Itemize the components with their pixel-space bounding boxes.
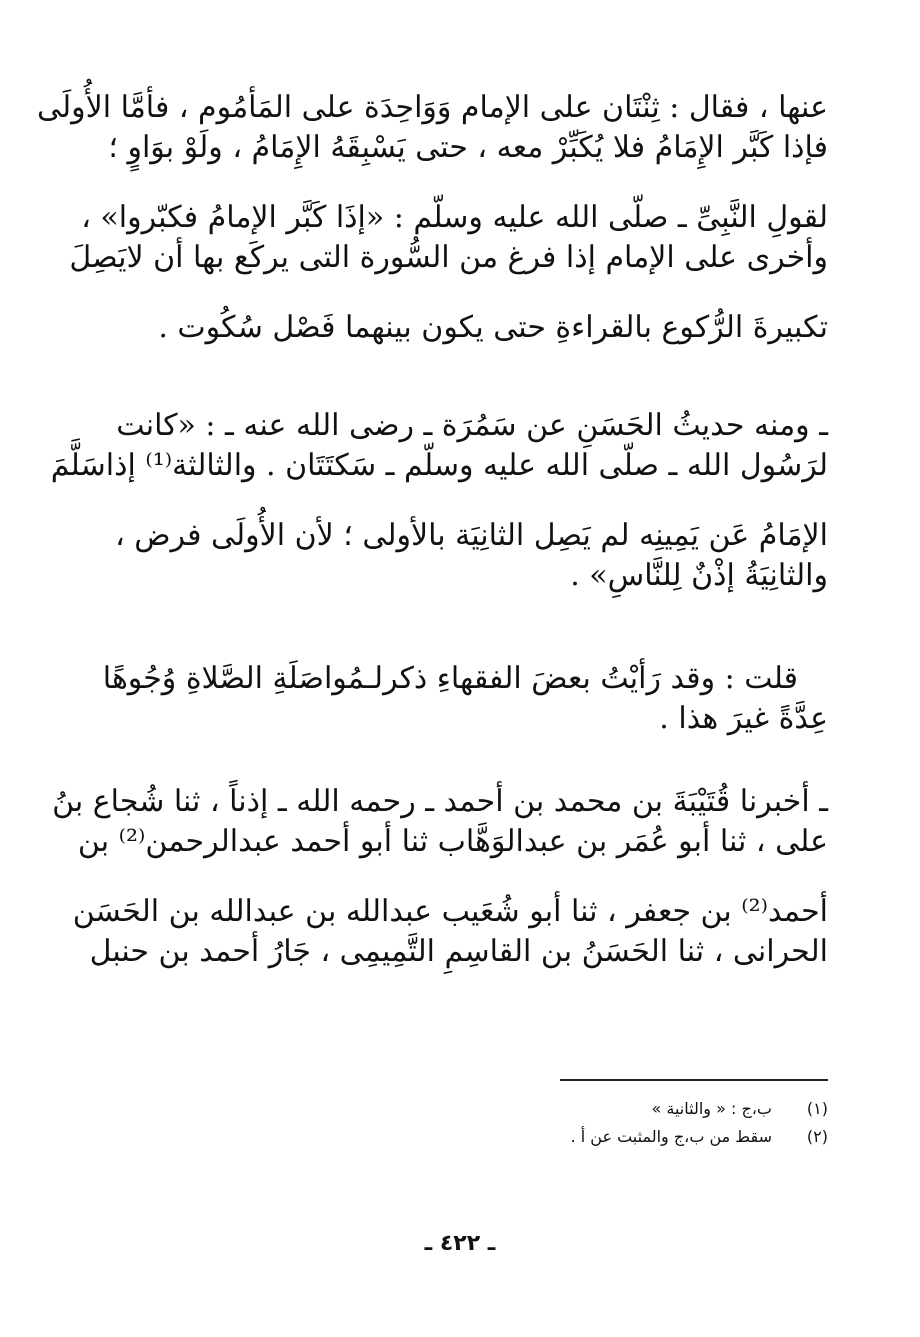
text-line: ـ أخبرنا قُتَيْبَةَ بن محمد بن أحمد ـ رحمه الله ـ إذناً ، ثنا شُجاع بنُ [52,784,828,819]
footnote-1 [83,1095,828,1123]
paragraph-1 [36,88,828,348]
text-line: على ، ثنا أبو عُمَر بن عبدالوَهَّاب ثنا أبو أحمد عبدالرحمن⁽²⁾ بن [77,824,828,859]
text-line: والثانِيَةُ إذْنٌ لِلنَّاسِ» . [570,558,828,593]
text-line: الإمَامُ عَن يَمِينِه لم يَصِل الثانِيَة بالأولى ؛ لأن الأُولَى فرض ، [115,518,828,553]
footnotes [83,1095,828,1151]
text-line: عنها ، فقال : ثِنْتَان على الإمام وَوَاحِدَة على المَأمُوم ، فأمَّا الأُولَى [36,90,828,125]
footnote-number: (٢) [806,1127,828,1146]
page-number: ـ ٤٢٢ ـ [424,1231,496,1256]
text-line: لرَسُول الله ـ صلّى الله عليه وسلّم ـ سَكتَتَان . والثالثة⁽¹⁾ إذاسَلَّمَ [50,448,828,483]
text-line: لقولِ النَّبِىِّ ـ صلّى الله عليه وسلّم : «إذَا كَبَّر الإمامُ فكبّروا» ، [81,200,828,235]
footnote-2 [83,1123,828,1151]
footnote-divider [560,1079,828,1081]
text-line: وأخرى على الإمام إذا فرغ من السُّورة التى يركَع بها أن لايَصِلَ [69,240,828,275]
footnote-number: (١) [806,1099,828,1118]
paragraph-4 [52,782,828,972]
footnote-text: سقط من ب،ج والمثبت عن أ . [570,1127,772,1146]
paragraph-2 [50,406,828,596]
text-line: فإذا كَبَّر الإِمَامُ فلا يُكَبِّرْ معه ، حتى يَسْبِقَهُ الإِمَامُ ، ولَوْ بوَاوٍ ؛ [108,130,828,165]
text-line: أحمد⁽²⁾ بن جعفر ، ثنا أبو شُعَيب عبدالله بن عبدالله بن الحَسَن [72,894,828,929]
paragraph-3 [83,659,828,739]
text-line: تكبيرةَ الرُّكوع بالقراءةِ حتى يكون بينهما فَصْل سُكُوت . [158,310,828,345]
text-line: ـ ومنه حديثُ الحَسَنِ عن سَمُرَة ـ رضى الله عنه ـ : «كانت [116,408,828,443]
text-line: الحرانى ، ثنا الحَسَنُ بن القاسِمِ التَّمِيمِى ، جَارُ أحمد بن حنبل [89,934,828,969]
footnote-text: ب،ج : « والثانية » [651,1099,772,1118]
text-line: قلت : وقد رَأيْتُ بعضَ الفقهاءِ ذكرلـمُواصَلَةِ الصَّلاةِ وُجُوهًا [102,661,798,696]
text-line: عِدَّةً غيرَ هذا . [659,701,828,736]
